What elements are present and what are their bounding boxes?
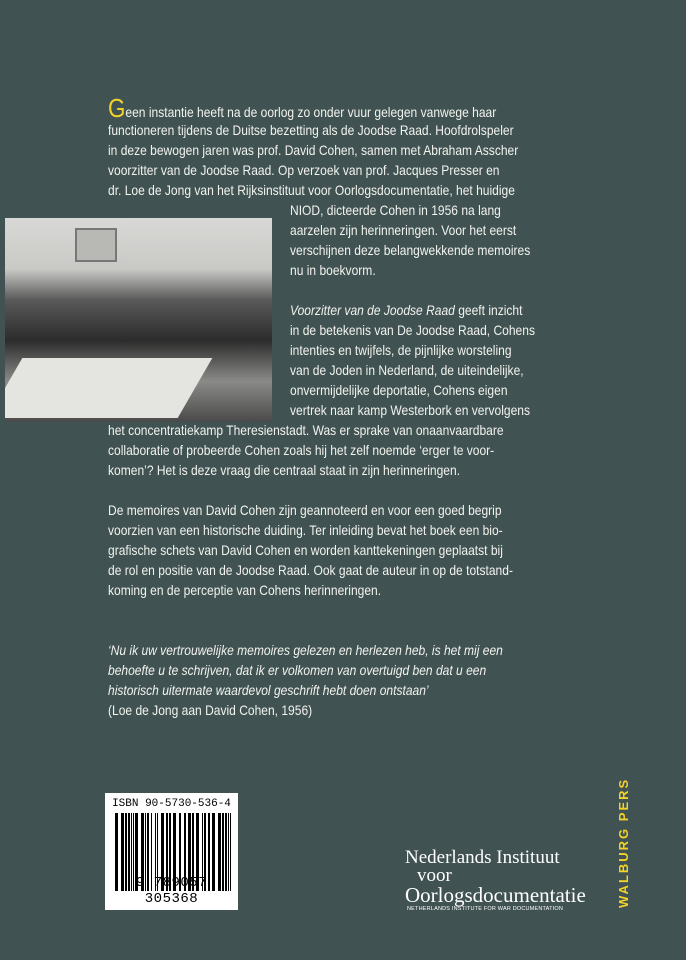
niod-logo [405, 848, 586, 912]
intro-text: een instantie heeft na de oorlog zo onder vuur gelegen vanwege haar [125, 104, 497, 120]
intro-line [108, 93, 497, 123]
logo-line: voor [417, 865, 452, 886]
intro-line: dr. Loe de Jong van het Rijksinstituut voor Oorlogsdocumentatie, het huidige [108, 182, 515, 198]
para2-line: intenties en twijfels, de pijnlijke worsteling [290, 342, 512, 358]
quote-line: behoefte u te schrijven, dat ik er volkomen van overtuigd ben dat u een [108, 662, 487, 678]
para3-line: koming en de perceptie van Cohens herinneringen. [108, 582, 382, 598]
quote-line: historisch uitermate waardevol geschrift hebt doen ontstaan’ [108, 682, 429, 698]
drop-cap: G [108, 93, 126, 123]
quote-attribution: (Loe de Jong aan David Cohen, 1956) [108, 702, 313, 718]
photo-joodse-raad-meeting [5, 218, 272, 422]
para3-line: De memoires van David Cohen zijn geannoteerd en voor een goed begrip [108, 502, 502, 518]
para2-text: geeft inzicht [454, 302, 523, 318]
logo-subtitle: NETHERLANDS INSTITUTE FOR WAR DOCUMENTATION [407, 906, 564, 912]
para2-line: onvermijdelijke deportatie, Cohens eigen [290, 382, 508, 398]
intro-line: functioneren tijdens de Duitse bezetting als de Joodse Raad. Hoofdrolspeler [108, 122, 514, 138]
intro-line: in deze bewogen jaren was prof. David Cohen, samen met Abraham Asscher [108, 142, 519, 158]
para2-line: vertrek naar kamp Westerbork en vervolgens [290, 402, 531, 418]
logo-line: Nederlands Instituut [405, 847, 560, 868]
intro-line: voorzitter van de Joodse Raad. Op verzoek van prof. Jacques Presser en [108, 162, 500, 178]
logo-line: Oorlogsdocumentatie [405, 883, 586, 907]
intro-line: nu in boekvorm. [290, 262, 376, 278]
para2-line [290, 300, 522, 320]
wall-painting [75, 228, 117, 262]
barcode [105, 793, 238, 910]
intro-line: verschijnen deze belangwekkende memoires [290, 242, 531, 258]
para3-line: voorzien van een historische duiding. Ter inleiding bevat het boek een bio- [108, 522, 503, 538]
meeting-table [5, 358, 212, 418]
para3-line: de rol en positie van de Joodse Raad. Ook gaat de auteur in op de totstand- [108, 562, 513, 578]
publisher-name: WALBURG PERS [616, 777, 631, 908]
intro-line: aarzelen zijn herinneringen. Voor het eerst [290, 222, 517, 238]
para2-line: collaboratie of probeerde Cohen zoals hij het zelf noemde ‘erger te voor- [108, 442, 495, 458]
intro-line: NIOD, dicteerde Cohen in 1956 na lang [290, 202, 501, 218]
quote-line: ‘Nu ik uw vertrouwelijke memoires gelezen en herlezen heb, is het mij een [108, 642, 503, 658]
isbn-label: ISBN 90-5730-536-4 [112, 798, 231, 810]
para3-line: grafische schets van David Cohen en worden kanttekeningen geplaatst bij [108, 542, 503, 558]
para2-line: in de betekenis van De Joodse Raad, Cohens [290, 322, 535, 338]
para2-line: komen’? Het is deze vraag die centraal staat in zijn herinneringen. [108, 462, 461, 478]
ean-number: 9 789057 305368 [135, 875, 208, 907]
para2-line: van de Joden in Nederland, de uiteindelijke, [290, 362, 524, 378]
book-title: Voorzitter van de Joodse Raad [290, 302, 455, 318]
para2-line: het concentratiekamp Theresienstadt. Was er sprake van onaanvaardbare [108, 422, 504, 438]
